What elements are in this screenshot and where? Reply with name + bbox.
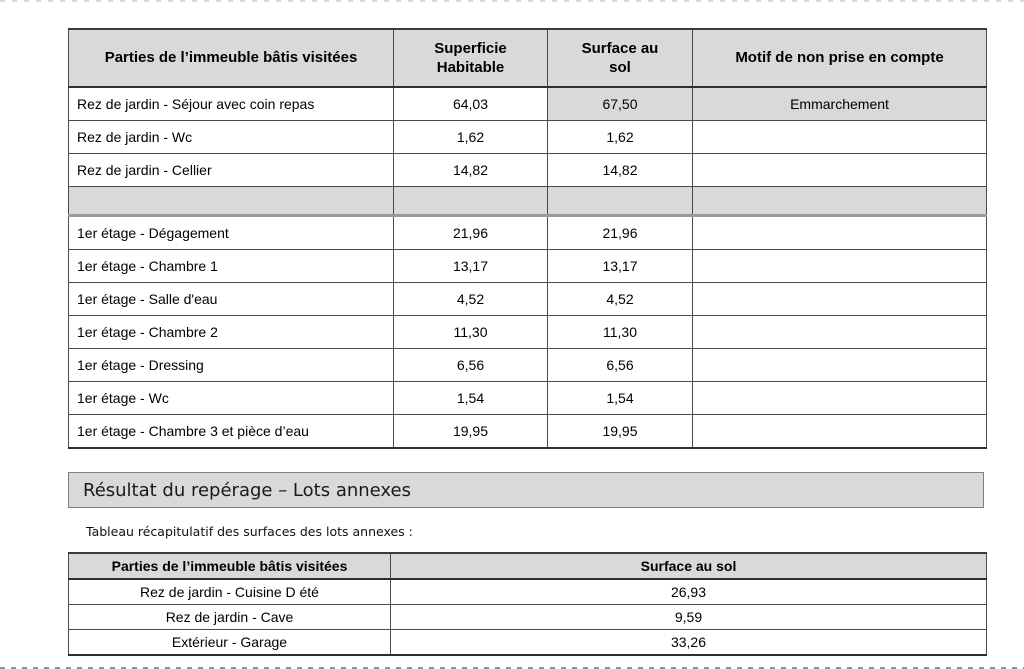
header-parties: Parties de l’immeuble bâtis visitées: [69, 553, 391, 579]
cell-parties: Rez de jardin - Cuisine D été: [69, 579, 391, 605]
cell-parties: Rez de jardin - Cellier: [69, 154, 394, 187]
cell-motif: [693, 415, 987, 449]
section-banner-title: Résultat du repérage – Lots annexes: [83, 480, 411, 501]
cell-parties: 1er étage - Chambre 2: [69, 316, 394, 349]
header-surface: [548, 29, 693, 87]
cell-surface: [548, 187, 693, 216]
header-superficie: [394, 29, 548, 87]
cell-parties: Rez de jardin - Cave: [69, 605, 391, 630]
cell-superficie: 14,82: [394, 154, 548, 187]
table-row: [69, 316, 987, 349]
cell-motif: Emmarchement: [693, 87, 987, 121]
cell-surface: 26,93: [391, 579, 987, 605]
cell-parties: 1er étage - Dégagement: [69, 216, 394, 250]
cell-surface: 1,54: [548, 382, 693, 415]
cell-surface: 4,52: [548, 283, 693, 316]
cell-superficie: 11,30: [394, 316, 548, 349]
header-motif-label: Motif de non prise en compte: [735, 49, 944, 67]
cell-motif: [693, 382, 987, 415]
cell-motif: [693, 154, 987, 187]
cell-superficie: 64,03: [394, 87, 548, 121]
cell-parties: 1er étage - Chambre 1: [69, 250, 394, 283]
cell-superficie: [394, 187, 548, 216]
cell-superficie: 21,96: [394, 216, 548, 250]
spacer-row: [69, 187, 987, 216]
cell-surface: 67,50: [548, 87, 693, 121]
cell-surface: 6,56: [548, 349, 693, 382]
header-surface-label: Surface au sol: [581, 39, 659, 76]
table-row: [69, 121, 987, 154]
cell-superficie: 6,56: [394, 349, 548, 382]
cell-motif: [693, 349, 987, 382]
cell-surface: 33,26: [391, 630, 987, 656]
cell-parties: 1er étage - Wc: [69, 382, 394, 415]
clipped-text-artifact-top: [0, 0, 1024, 2]
table-row: [69, 630, 987, 656]
header-surface: Surface au sol: [391, 553, 987, 579]
table-row: [69, 605, 987, 630]
cell-surface: 9,59: [391, 605, 987, 630]
cell-parties: 1er étage - Salle d'eau: [69, 283, 394, 316]
cell-superficie: 19,95: [394, 415, 548, 449]
cell-parties: Extérieur - Garage: [69, 630, 391, 656]
table-row: [69, 250, 987, 283]
table-row: [69, 216, 987, 250]
cell-surface: 21,96: [548, 216, 693, 250]
cell-superficie: 4,52: [394, 283, 548, 316]
cell-parties: Rez de jardin - Séjour avec coin repas: [69, 87, 394, 121]
cell-surface: 1,62: [548, 121, 693, 154]
annexes-table-header-row: [69, 553, 987, 579]
surfaces-table: [68, 28, 987, 449]
annexes-intro: Tableau récapitulatif des surfaces des lots annexes :: [86, 524, 413, 539]
cell-parties: 1er étage - Dressing: [69, 349, 394, 382]
table-row: [69, 415, 987, 449]
table-row: [69, 579, 987, 605]
header-parties-label: Parties de l’immeuble bâtis visitées: [104, 49, 358, 67]
header-parties: [69, 29, 394, 87]
surfaces-table-header-row: [69, 29, 987, 87]
header-motif: [693, 29, 987, 87]
table-row: [69, 382, 987, 415]
cell-superficie: 1,54: [394, 382, 548, 415]
table-row: [69, 87, 987, 121]
cell-superficie: 13,17: [394, 250, 548, 283]
cell-surface: 13,17: [548, 250, 693, 283]
table-row: [69, 283, 987, 316]
header-superficie-label: Superficie Habitable: [434, 39, 507, 76]
cell-surface: 14,82: [548, 154, 693, 187]
cell-parties: 1er étage - Chambre 3 et pièce d’eau: [69, 415, 394, 449]
cell-motif: [693, 283, 987, 316]
cell-motif: [693, 187, 987, 216]
section-banner: [68, 472, 984, 508]
cell-parties: Rez de jardin - Wc: [69, 121, 394, 154]
cell-motif: [693, 316, 987, 349]
cell-surface: 11,30: [548, 316, 693, 349]
annexes-table: [68, 552, 987, 656]
table-row: [69, 349, 987, 382]
cell-superficie: 1,62: [394, 121, 548, 154]
table-row: [69, 154, 987, 187]
cell-surface: 19,95: [548, 415, 693, 449]
cell-parties: [69, 187, 394, 216]
cell-motif: [693, 121, 987, 154]
cell-motif: [693, 250, 987, 283]
cell-motif: [693, 216, 987, 250]
